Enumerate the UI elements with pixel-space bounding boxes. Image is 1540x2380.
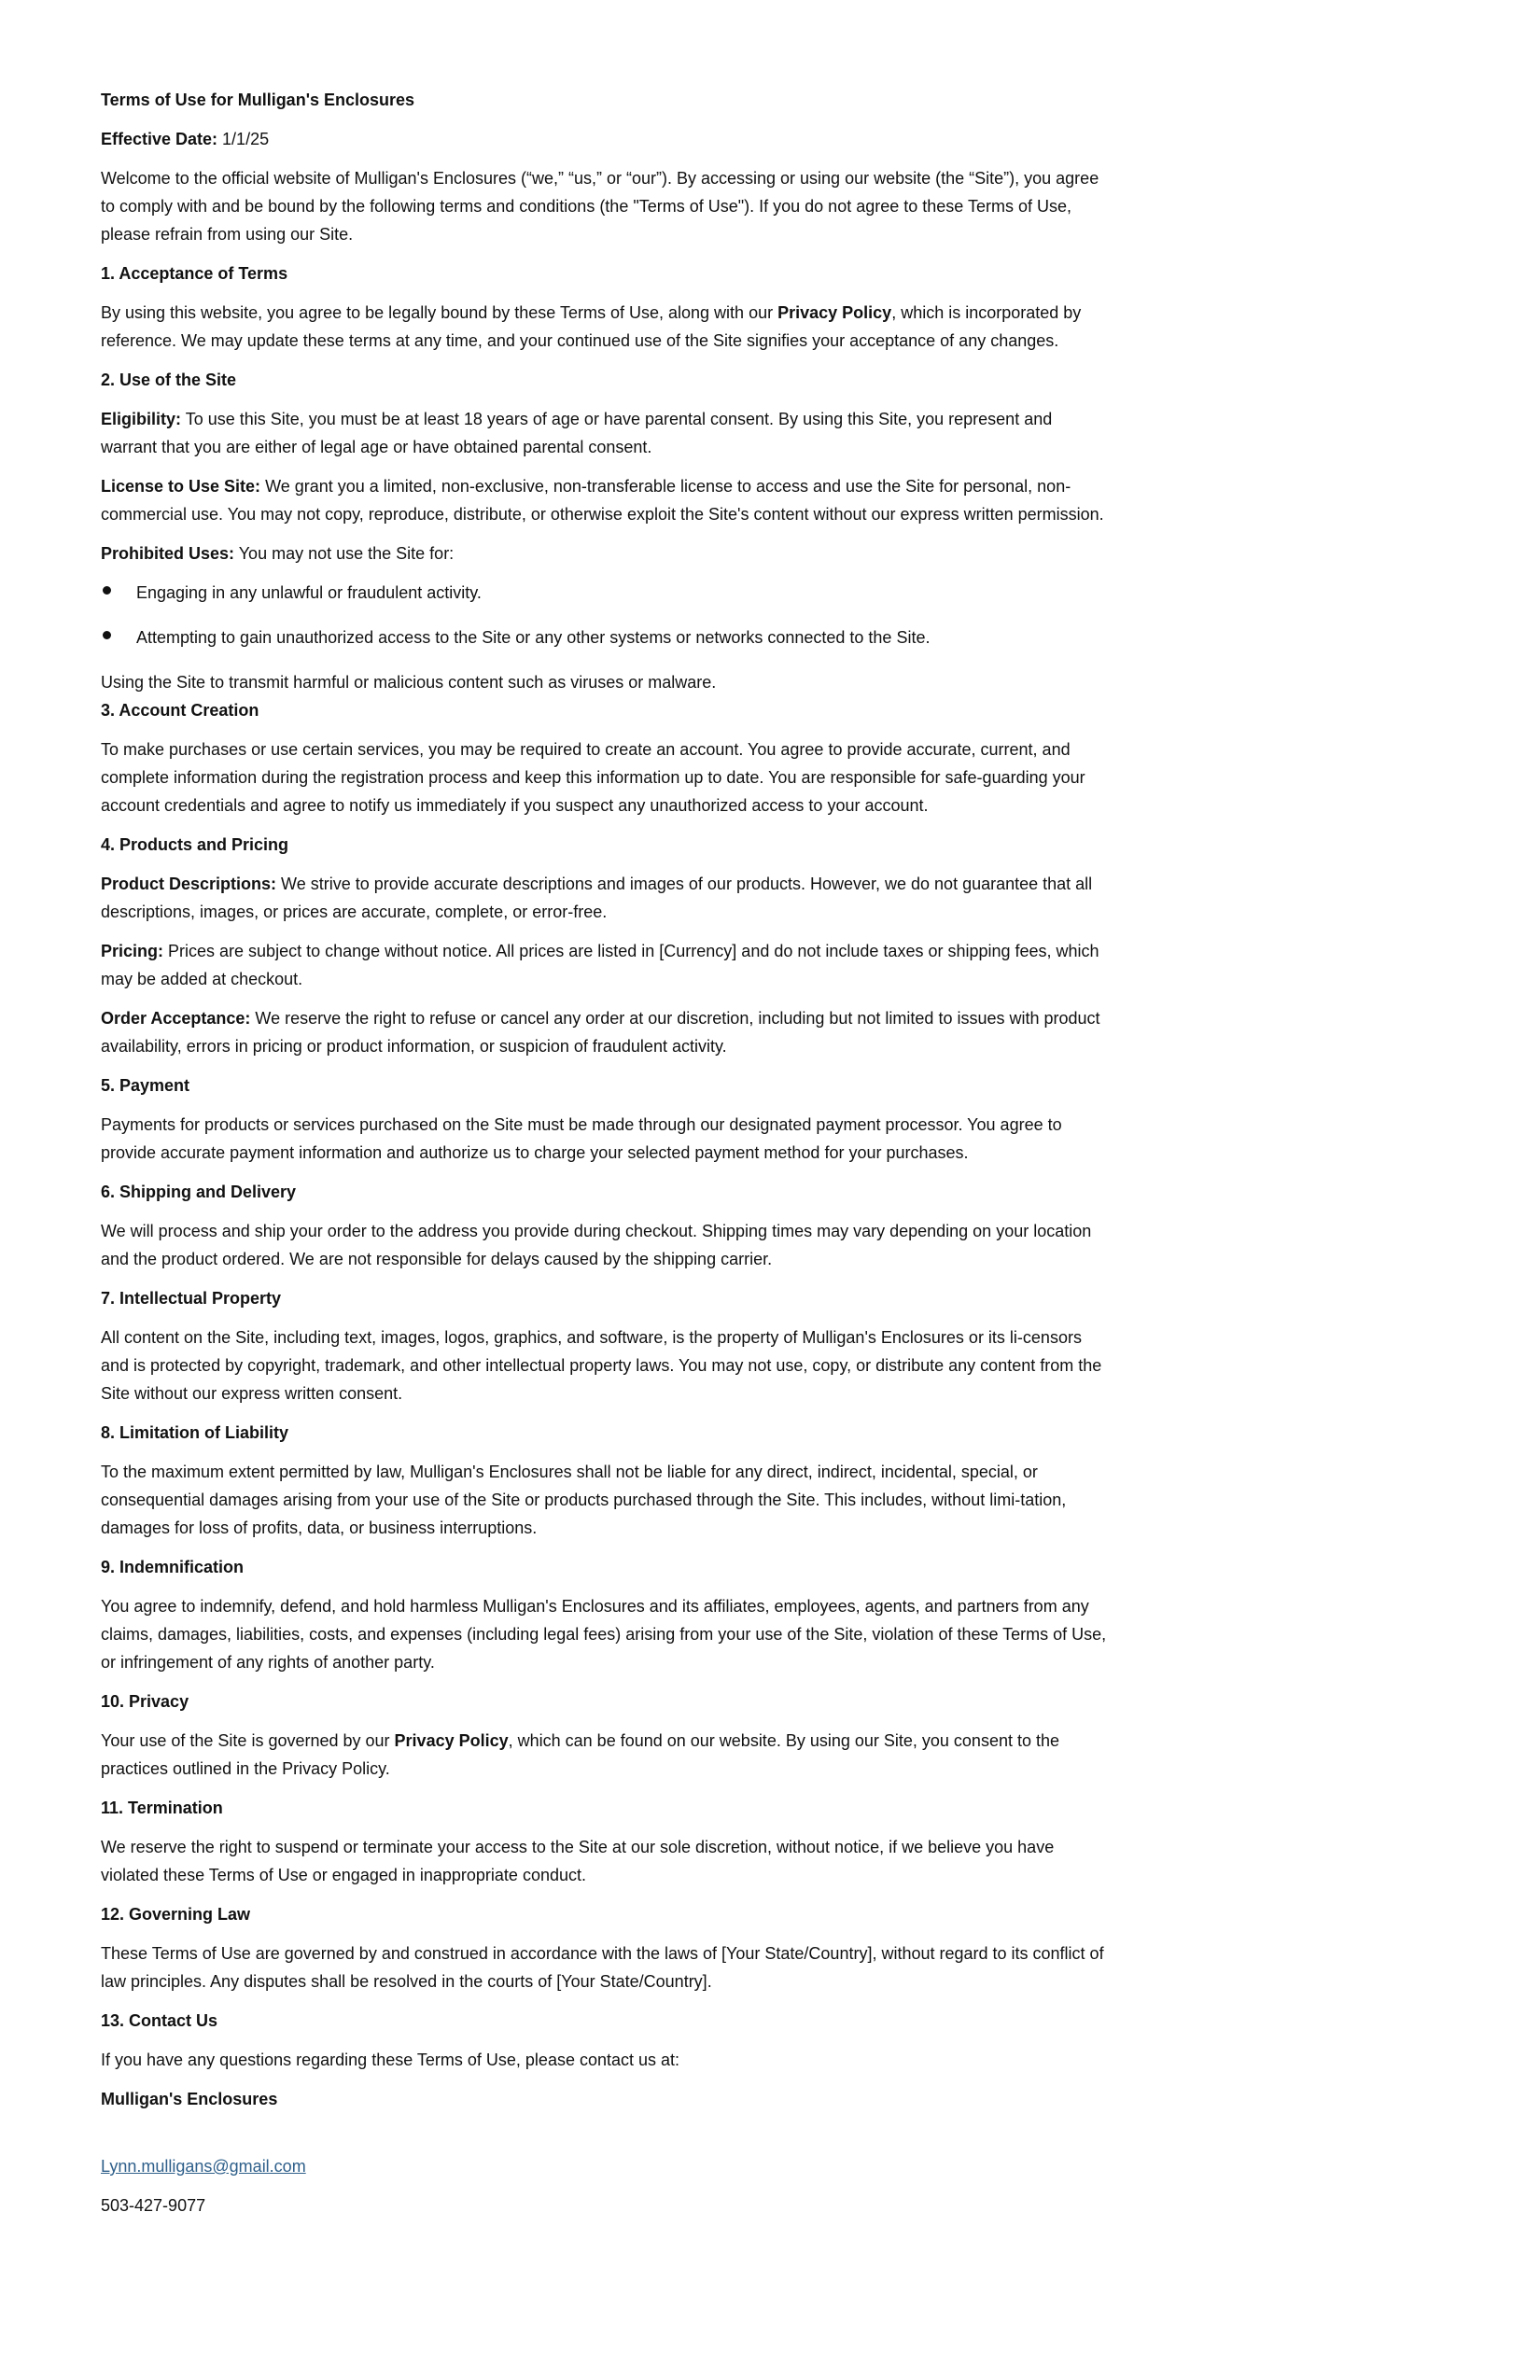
section-heading-payment: 5. Payment [101, 1076, 190, 1095]
prohibited-after-text: Using the Site to transmit harmful or malicious content such as viruses or malware. [101, 673, 717, 692]
eligibility-text: To use this Site, you must be at least 18 years of age or have parental consent. By using this Site, you represent and warrant that you are either of legal age or have obtained parental consent. [101, 410, 1053, 456]
acceptance-text-end: , which is incorporated by reference. We may update these terms at any time, and your continued use of the Site signifies your acceptance of any changes. [101, 303, 1082, 350]
order-acceptance-paragraph [101, 1004, 1109, 1060]
product-descriptions-label: Product Descriptions: [101, 875, 277, 893]
eligibility-paragraph [101, 405, 1109, 461]
license-label: License to Use Site: [101, 477, 261, 496]
bullet-icon [103, 586, 111, 595]
order-acceptance-label: Order Acceptance: [101, 1009, 251, 1028]
liability-paragraph: To the maximum extent permitted by law, Mulligan's Enclosures shall not be liable for any direct, indirect, incidental, special, or consequential damages arising from your use of the Site or products purchased through the Site. This includes, without limi-tation, damages for loss of profits, data, or business interruptions. [101, 1463, 1067, 1537]
section-heading-termination: 11. Termination [101, 1799, 223, 1817]
product-descriptions-paragraph [101, 870, 1109, 926]
section-heading-acceptance: 1. Acceptance of Terms [101, 264, 288, 283]
payment-paragraph: Payments for products or services purchased on the Site must be made through our designated payment processor. You agree to provide accurate payment information and authorize us to charge your selected payment method for your purchases. [101, 1115, 1062, 1162]
contact-phone: 503-427-9077 [101, 2196, 206, 2215]
acceptance-paragraph [101, 299, 1109, 355]
governing-law-paragraph: These Terms of Use are governed by and construed in accordance with the laws of [Your State/Country], without regard to its conflict of law principles. Any disputes shall be resolved in the courts of [Your State/Country]. [101, 1944, 1104, 1991]
terms-document [101, 86, 1109, 2231]
privacy-text-start: Your use of the Site is governed by our [101, 1731, 395, 1750]
section-heading-use-of-site: 2. Use of the Site [101, 371, 237, 389]
order-acceptance-text: We reserve the right to refuse or cancel any order at our discretion, including but not limited to issues with product availability, errors in pricing or product information, or suspicion of fraudulent activity. [101, 1009, 1100, 1056]
section-heading-shipping: 6. Shipping and Delivery [101, 1183, 297, 1201]
product-descriptions-text: We strive to provide accurate descriptions and images of our products. However, we do not guarantee that all descriptions, images, or prices are accurate, complete, or error-free. [101, 875, 1093, 921]
section-heading-contact: 13. Contact Us [101, 2011, 218, 2030]
prohibited-paragraph [101, 539, 1109, 567]
bullet-icon [103, 631, 111, 639]
termination-paragraph: We reserve the right to suspend or terminate your access to the Site at our sole discretion, without notice, if we believe you have violated these Terms of Use or engaged in inappropriate conduct. [101, 1838, 1055, 1884]
section-heading-indemnification: 9. Indemnification [101, 1558, 245, 1576]
pricing-paragraph [101, 937, 1109, 993]
effective-date-value: 1/1/25 [217, 130, 270, 148]
pricing-text: Prices are subject to change without notice. All prices are listed in [Currency] and do not include taxes or shipping fees, which may be added at checkout. [101, 942, 1099, 988]
indemnification-paragraph: You agree to indemnify, defend, and hold harmless Mulligan's Enclosures and its affiliates, employees, agents, and partners from any claims, damages, liabilities, costs, and expenses (including legal fees) arising from your use of the Site, violation of these Terms of Use, or infringement of any rights of another party. [101, 1597, 1107, 1672]
contact-email-line [101, 2152, 1109, 2180]
license-paragraph [101, 472, 1109, 528]
prohibited-text: You may not use the Site for: [234, 544, 455, 563]
contact-company: Mulligan's Enclosures [101, 2090, 278, 2108]
prohibited-label: Prohibited Uses: [101, 544, 235, 563]
privacy-policy-ref: Privacy Policy [394, 1731, 509, 1750]
list-item-text: Engaging in any unlawful or fraudulent activity. [136, 583, 482, 602]
section-heading-account: 3. Account Creation [101, 701, 259, 720]
section-heading-governing-law: 12. Governing Law [101, 1905, 251, 1924]
contact-paragraph: If you have any questions regarding these Terms of Use, please contact us at: [101, 2051, 680, 2069]
privacy-text-end: , which can be found on our website. By using our Site, you consent to the practices outlined in the Privacy Policy. [101, 1731, 1060, 1778]
pricing-label: Pricing: [101, 942, 164, 960]
license-text: We grant you a limited, non-exclusive, non-transferable license to access and use the Site for personal, non-commercial use. You may not copy, reproduce, distribute, or otherwise exploit the Site's content without our express written permission. [101, 477, 1104, 524]
prohibited-list [101, 579, 1109, 651]
document-title: Terms of Use for Mulligan's Enclosures [101, 91, 415, 109]
blank-line [101, 2124, 1109, 2152]
acceptance-text-start: By using this website, you agree to be legally bound by these Terms of Use, along with our [101, 303, 778, 322]
section-heading-privacy: 10. Privacy [101, 1692, 189, 1711]
effective-date [101, 125, 1109, 153]
section-heading-liability: 8. Limitation of Liability [101, 1423, 289, 1442]
privacy-policy-ref: Privacy Policy [777, 303, 892, 322]
list-item [101, 579, 1109, 607]
list-item-text: Attempting to gain unauthorized access to the Site or any other systems or networks connected to the Site. [136, 628, 931, 647]
shipping-paragraph: We will process and ship your order to the address you provide during checkout. Shipping times may vary depending on your location and the product ordered. We are not responsible for delays caused by the shipping carrier. [101, 1222, 1092, 1268]
ip-paragraph: All content on the Site, including text, images, logos, graphics, and software, is the property of Mulligan's Enclosures or its li-censors and is protected by copyright, trademark, and other intellectual property laws. You may not use, copy, or distribute any content from the Site without our express written consent. [101, 1328, 1102, 1403]
account-paragraph: To make purchases or use certain services, you may be required to create an account. You agree to provide accurate, current, and complete information during the registration process and keep this information up to date. You are responsible for safe-guarding your account credentials and agree to notify us immediately if you suspect any unauthorized access to your account. [101, 740, 1085, 815]
contact-email-link[interactable]: Lynn.mulligans@gmail.com [101, 2157, 306, 2176]
effective-date-label: Effective Date: [101, 130, 218, 148]
section-heading-ip: 7. Intellectual Property [101, 1289, 282, 1308]
list-item [101, 623, 1109, 651]
eligibility-label: Eligibility: [101, 410, 182, 428]
section-heading-products: 4. Products and Pricing [101, 835, 289, 854]
intro-paragraph: Welcome to the official website of Mulligan's Enclosures (“we,” “us,” or “our”). By accessing or using our website (the “Site”), you agree to comply with and be bound by the following terms and conditions (the "Terms of Use"). If you do not agree to these Terms of Use, please refrain from using our Site. [101, 169, 1099, 244]
privacy-paragraph [101, 1727, 1109, 1783]
